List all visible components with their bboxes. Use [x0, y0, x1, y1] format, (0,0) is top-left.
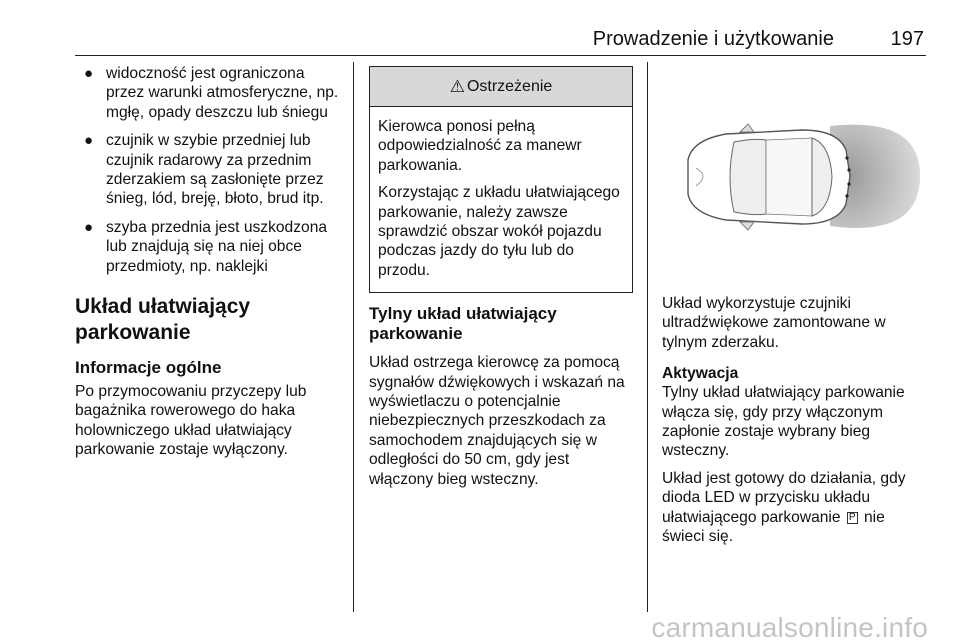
watermark: carmanualsonline.info	[651, 612, 928, 642]
warning-paragraph: Kierowca ponosi pełną odpowiedzialność za manewr parkowania.	[378, 118, 582, 174]
subheading-general-info: Informacje ogólne	[75, 358, 222, 378]
subheading-activation: Aktywacja	[662, 365, 739, 383]
column-1	[75, 64, 340, 468]
page-title: Prowadzenie i użytkowanie	[592, 28, 834, 50]
warning-box	[369, 66, 633, 293]
bullet-icon: ●	[84, 132, 94, 150]
warning-paragraph: Korzystając z układu ułatwiającego parkowanie, należy zawsze sprawdzić obszar wokół pojazdu podczas jazdy do tyłu lub do przodu.	[378, 184, 620, 279]
bullet-list	[75, 64, 340, 276]
list-item: ● szyba przednia jest uszkodzona lub znajdują się na niej obce przedmioty, np. naklejki	[84, 218, 328, 275]
paragraph-activation: Tylny układ ułatwiający parkowanie włącza się, gdy przy włączonym zapłonie zostaje wybrany bieg wsteczny.	[662, 384, 905, 460]
warning-body	[370, 107, 632, 292]
column-divider-1	[353, 62, 354, 612]
list-item: ● czujnik w szybie przedniej lub czujnik radarowy za przednim zderzakiem są zasłonięte przez śnieg, lód, breję, błoto, brud itp.	[84, 132, 324, 208]
warning-header	[370, 67, 632, 107]
bullet-icon: ●	[84, 65, 94, 82]
paragraph-general-info: Po przymocowaniu przyczepy lub bagażnika rowerowego do haka holowniczego układ ułatwiający parkowanie zostaje wyłączony.	[75, 383, 307, 459]
list-item: ● widoczność jest ograniczona przez warunki atmosferyczne, np. mgłę, opady deszczu lub śniegu	[84, 65, 339, 121]
page-number: 197	[890, 28, 924, 50]
paragraph-sensors: Układ wykorzystuje czujniki ultradźwiękowe zamontowane w tylnym zderzaku.	[662, 295, 886, 351]
warning-triangle-icon: ⚠	[449, 76, 465, 96]
section-heading-rear-parking-assist: Tylny układ ułatwiający parkowanie	[369, 304, 557, 344]
column-3	[662, 64, 928, 554]
column-2	[369, 64, 637, 497]
parking-assist-icon: P	[848, 511, 856, 523]
paragraph-rear-parking-assist: Układ ostrzega kierowcę za pomocą sygnałów dźwiękowych i wskazań na wyświetlaczu o potencjalnie niebezpiecznych przeszkodach za samochodem znajdujących się w odległości do 50 cm, gdy jest włączony bieg wsteczny.	[369, 354, 625, 488]
column-divider-2	[647, 62, 648, 612]
column-3-text	[662, 294, 928, 546]
section-heading-parking-assist: Układ ułatwiający parkowanie	[75, 295, 251, 345]
paragraph-ready: Układ jest gotowy do działania, gdy dioda LED w przycisku układu ułatwiającego parkowanie P nie świeci się.	[662, 469, 906, 546]
page-header	[75, 26, 926, 56]
warning-title: Ostrzeżenie	[466, 77, 553, 95]
car-rear-sensor-illustration	[662, 68, 924, 278]
bullet-icon: ●	[84, 218, 94, 236]
